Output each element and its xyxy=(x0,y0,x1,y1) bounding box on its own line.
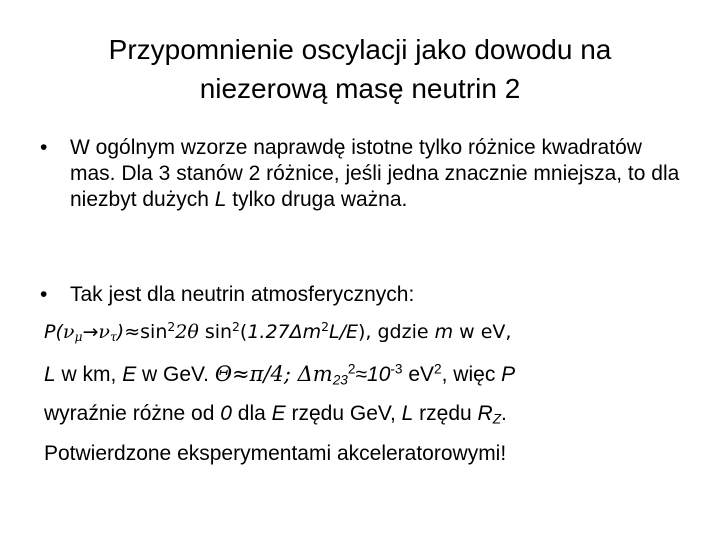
bullet-item-1 xyxy=(40,135,690,213)
formula-sup: 2 xyxy=(167,320,176,335)
line-text: . xyxy=(501,402,507,425)
formula-arrow: → xyxy=(82,321,99,343)
formula-sup: 2 xyxy=(232,320,240,335)
formula-approx: ≈ xyxy=(124,321,141,343)
slide-title xyxy=(40,30,680,108)
var-P: P xyxy=(501,363,516,386)
sup-2: 2 xyxy=(434,361,442,377)
text-line-conditions xyxy=(44,400,507,428)
var-E: E xyxy=(271,402,286,425)
formula-part: ) xyxy=(358,321,366,343)
formula-arg: L/E xyxy=(329,321,358,343)
bullet-text-part: tylko druga ważna. xyxy=(226,188,408,211)
value-zero: 0 xyxy=(220,402,232,425)
slide-title-line-2: niezerową masę neutrin 2 xyxy=(199,73,521,104)
formula-sin: sin xyxy=(204,321,233,343)
formula-part: ( xyxy=(239,321,248,343)
formula-m: m xyxy=(434,321,454,343)
formula-part: P( xyxy=(44,321,63,343)
formula-sin: sin xyxy=(140,321,168,343)
unit-ev: eV xyxy=(402,363,435,386)
line-text: w km, xyxy=(55,363,123,386)
slide-title-line-1: Przypomnienie oscylacji jako dowodu na xyxy=(108,34,612,65)
bullet-marker: • xyxy=(40,136,48,159)
theta-mass-expression: Θ≈π/4; Δm xyxy=(214,362,333,386)
line-text: rzędu GeV, xyxy=(285,402,402,425)
formula-nu-mu: ν xyxy=(62,321,75,343)
formula-text: w eV, xyxy=(453,321,512,343)
bullet-item-2 xyxy=(40,282,690,308)
var-L: L xyxy=(44,363,56,386)
text-line-confirmation: Potwierdzone eksperymentami akceleratorowymi! xyxy=(44,442,507,465)
bullet-text-italic: L xyxy=(214,188,227,211)
line-text: dla xyxy=(231,402,272,425)
formula-sup: 2 xyxy=(321,320,329,335)
formula-sub-mu: μ xyxy=(74,330,83,345)
formula-nu-tau: ν xyxy=(98,321,110,343)
formula-arg: 1.27Δm xyxy=(247,321,322,343)
text-line-units xyxy=(44,360,515,389)
var-L: L xyxy=(401,402,414,425)
oscillation-formula xyxy=(44,318,511,346)
formula-text: , gdzie xyxy=(365,321,435,343)
sub-23: 23 xyxy=(332,372,348,388)
sub-Z: Z xyxy=(492,411,502,427)
line-text: rzędu xyxy=(413,402,478,425)
line-text: , więc xyxy=(441,363,502,386)
bullet-text-part: W ogólnym wzorze naprawdę istotne tylko różnice kwadratów mas. Dla 3 stanów 2 różnice, jeśli jedna znacznie mniejsza, to dla niezbyt dużych xyxy=(70,136,680,211)
formula-two-theta: 2θ xyxy=(175,321,205,343)
exponent: -3 xyxy=(390,361,403,377)
bullet-text: Tak jest dla neutrin atmosferycznych: xyxy=(70,283,415,306)
line-text: wyraźnie różne od xyxy=(44,402,221,425)
formula-part: ) xyxy=(116,321,125,343)
bullet-text xyxy=(70,135,690,213)
var-E: E xyxy=(122,363,137,386)
sup-2: 2 xyxy=(347,361,356,377)
formula-sub-tau: τ xyxy=(109,330,117,345)
approx-value: ≈10 xyxy=(355,363,391,386)
line-text: w GeV. xyxy=(136,363,215,386)
bullet-marker: • xyxy=(40,283,48,306)
var-R: R xyxy=(477,402,493,425)
